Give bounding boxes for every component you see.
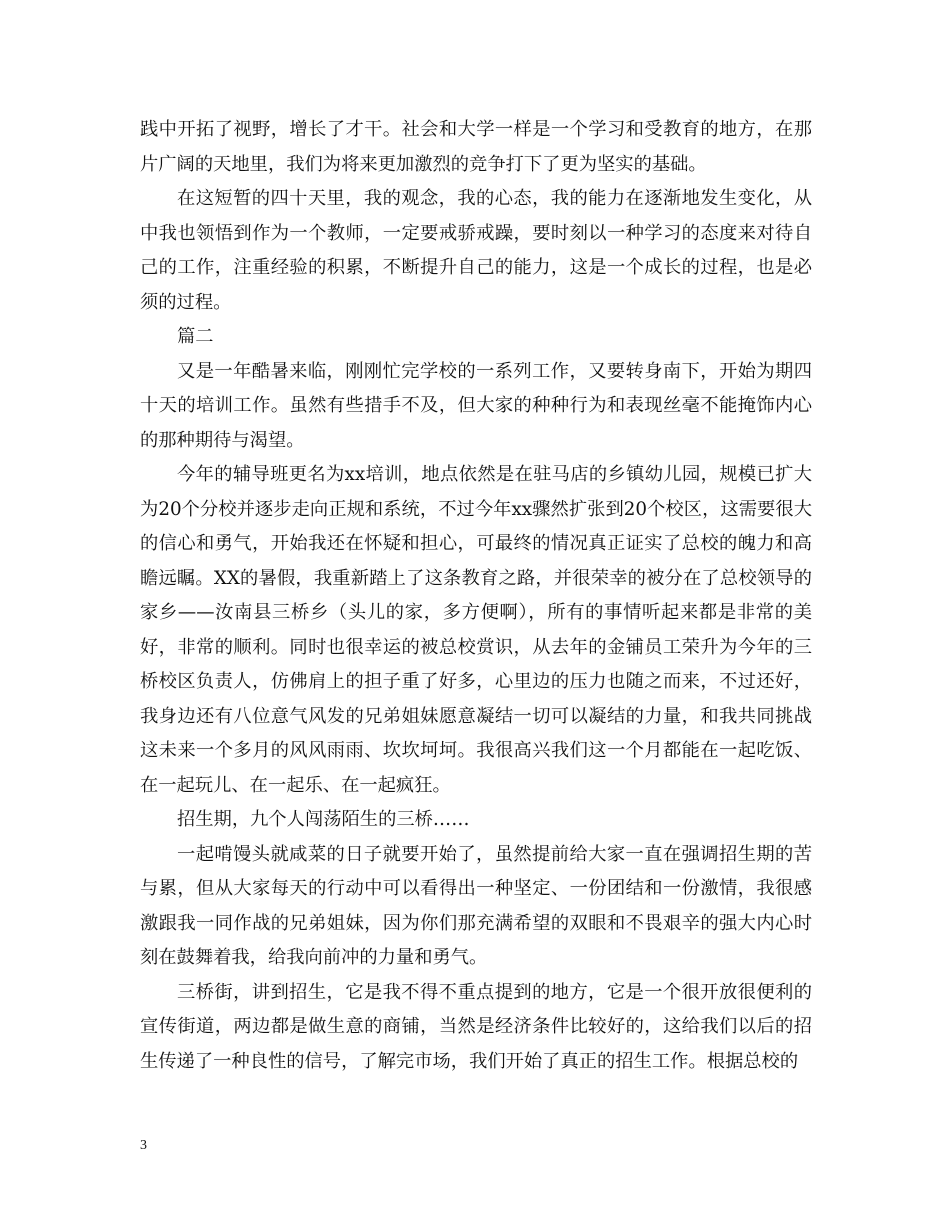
document-body	[140, 113, 812, 1079]
paragraph: 又是一年酷暑来临，刚刚忙完学校的一系列工作，又要转身南下，开始为期四十天的培训工作。虽然有些措手不及，但大家的种种行为和表现丝毫不能掩饰内心的那种期待与渴望。	[140, 360, 812, 451]
paragraph: 践中开拓了视野，增长了才干。社会和大学一样是一个学习和受教育的地方，在那片广阔的天地里，我们为将来更加激烈的竞争打下了更为坚实的基础。	[140, 119, 812, 175]
paragraph: 招生期，九个人闯荡陌生的三桥……	[177, 809, 470, 830]
section-heading: 篇二	[177, 326, 214, 347]
paragraph: 今年的辅导班更名为xx培训，地点依然是在驻马店的乡镇幼儿园，规模已扩大为20个分校并逐步走向正规和系统，不过今年xx骤然扩张到20个校区，这需要很大的信心和勇气，开始我还在怀疑和担心，可最终的情况真正证实了总校的魄力和高瞻远瞩。XX的暑假，我重新踏上了这条教育之路，并很荣幸的被分在了总校领导的家乡——汝南县三桥乡（头儿的家，多方便啊），所有的事情听起来都是非常的美好，非常的顺利。同时也很幸运的被总校赏识，从去年的金铺员工荣升为今年的三桥校区负责人，仿佛肩上的担子重了好多，心里边的压力也随之而来，不过还好，我身边还有八位意气风发的兄弟姐妹愿意凝结一切可以凝结的力量，和我共同挑战这未来一个多月的风风雨雨、坎坎坷坷。我很高兴我们这一个月都能在一起吃饭、在一起玩儿、在一起乐、在一起疯狂。	[140, 464, 812, 796]
paragraph: 在这短暂的四十天里，我的观念，我的心态，我的能力在逐渐地发生变化，从中我也领悟到作为一个教师，一定要戒骄戒躁，要时刻以一种学习的态度来对待自己的工作，注重经验的积累，不断提升自己的能力，这是一个成长的过程，也是必须的过程。	[140, 188, 812, 313]
page-number: 3	[140, 1138, 147, 1153]
paragraph: 一起啃馒头就咸菜的日子就要开始了，虽然提前给大家一直在强调招生期的苦与累，但从大家每天的行动中可以看得出一种坚定、一份团结和一份激情，我很感激跟我一同作战的兄弟姐妹，因为你们那充满希望的双眼和不畏艰辛的强大内心时刻在鼓舞着我，给我向前冲的力量和勇气。	[140, 843, 812, 968]
paragraph: 三桥街，讲到招生，它是我不得不重点提到的地方，它是一个很开放很便利的宣传街道，两边都是做生意的商铺，当然是经济条件比较好的，这给我们以后的招生传递了一种良性的信号，了解完市场，我们开始了真正的招生工作。根据总校的	[140, 981, 812, 1072]
